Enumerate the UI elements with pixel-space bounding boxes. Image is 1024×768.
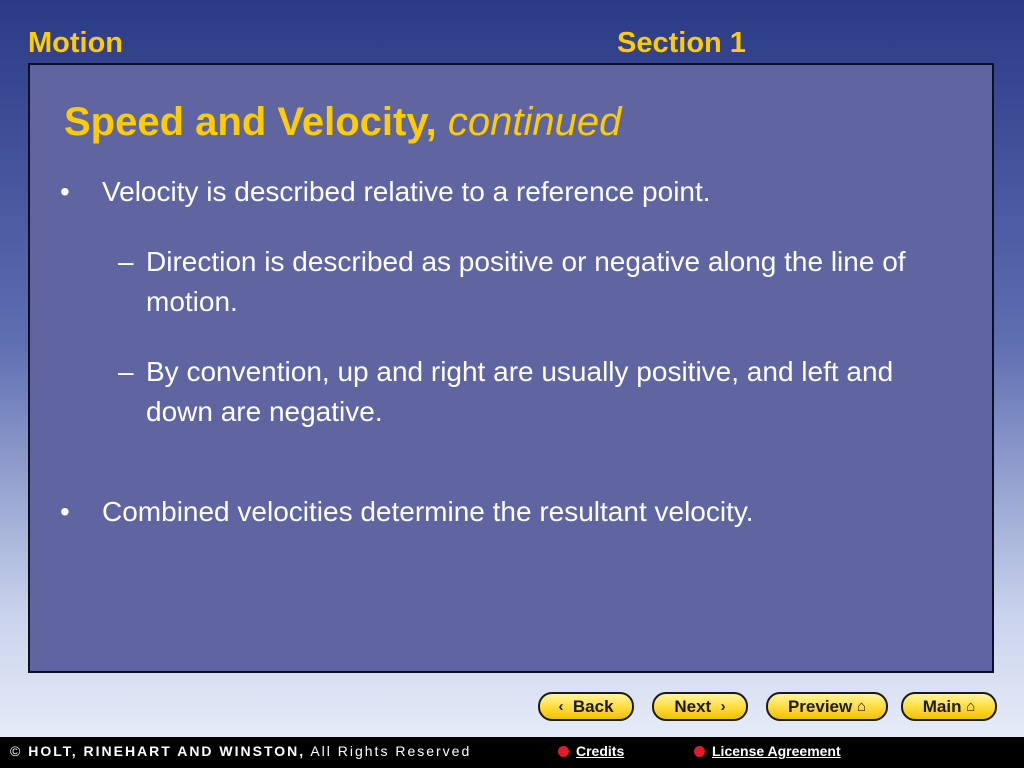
sub-bullet-text: Direction is described as positive or negative along the line of motion. (146, 246, 906, 317)
sub-bullet-marker: – (118, 246, 134, 277)
bullet-text: Combined velocities determine the resultant velocity. (102, 496, 754, 527)
sub-bullet-text: By convention, up and right are usually positive, and left and down are negative. (146, 356, 894, 427)
bullet-dot-icon (558, 746, 569, 757)
copyright (10, 743, 471, 759)
main-button[interactable] (901, 692, 997, 721)
chevron-left-icon: ‹ (558, 698, 564, 715)
preview-label: Preview (787, 696, 853, 716)
next-button[interactable] (652, 692, 748, 721)
credits-label: Credits (576, 743, 625, 759)
chevron-right-icon: › (720, 698, 726, 715)
slide-title-main: Speed and Velocity, (64, 100, 437, 144)
bullet-dot-icon (694, 746, 705, 757)
slide-title-suffix: continued (447, 100, 622, 144)
bullet-item (60, 492, 940, 532)
main-label: Main (922, 696, 962, 716)
slide-panel (28, 63, 994, 673)
sub-bullet-item (118, 242, 958, 322)
slide-title (64, 99, 621, 145)
publisher-name: HOLT, RINEHART AND WINSTON, (28, 743, 306, 759)
license-label: License Agreement (712, 743, 841, 759)
bullet-text: Velocity is described relative to a reference point. (102, 176, 711, 207)
rights-text: All Rights Reserved (310, 743, 472, 759)
back-button[interactable] (538, 692, 634, 721)
home-icon: ⌂ (966, 698, 976, 715)
bullet-marker: • (60, 176, 70, 207)
bullet-item (60, 172, 940, 212)
bullet-marker: • (60, 496, 70, 527)
sub-bullet-marker: – (118, 356, 134, 387)
sub-bullet-item (118, 352, 958, 432)
section-label: Section 1 (617, 27, 746, 59)
preview-button[interactable] (766, 692, 888, 721)
home-icon: ⌂ (856, 698, 867, 715)
back-label: Back (572, 696, 614, 716)
chapter-title: Motion (28, 27, 124, 59)
license-link[interactable] (694, 743, 841, 759)
copyright-symbol: © (10, 743, 23, 759)
next-label: Next (674, 696, 712, 716)
footer-bar (0, 737, 1024, 768)
credits-link[interactable] (558, 743, 624, 759)
